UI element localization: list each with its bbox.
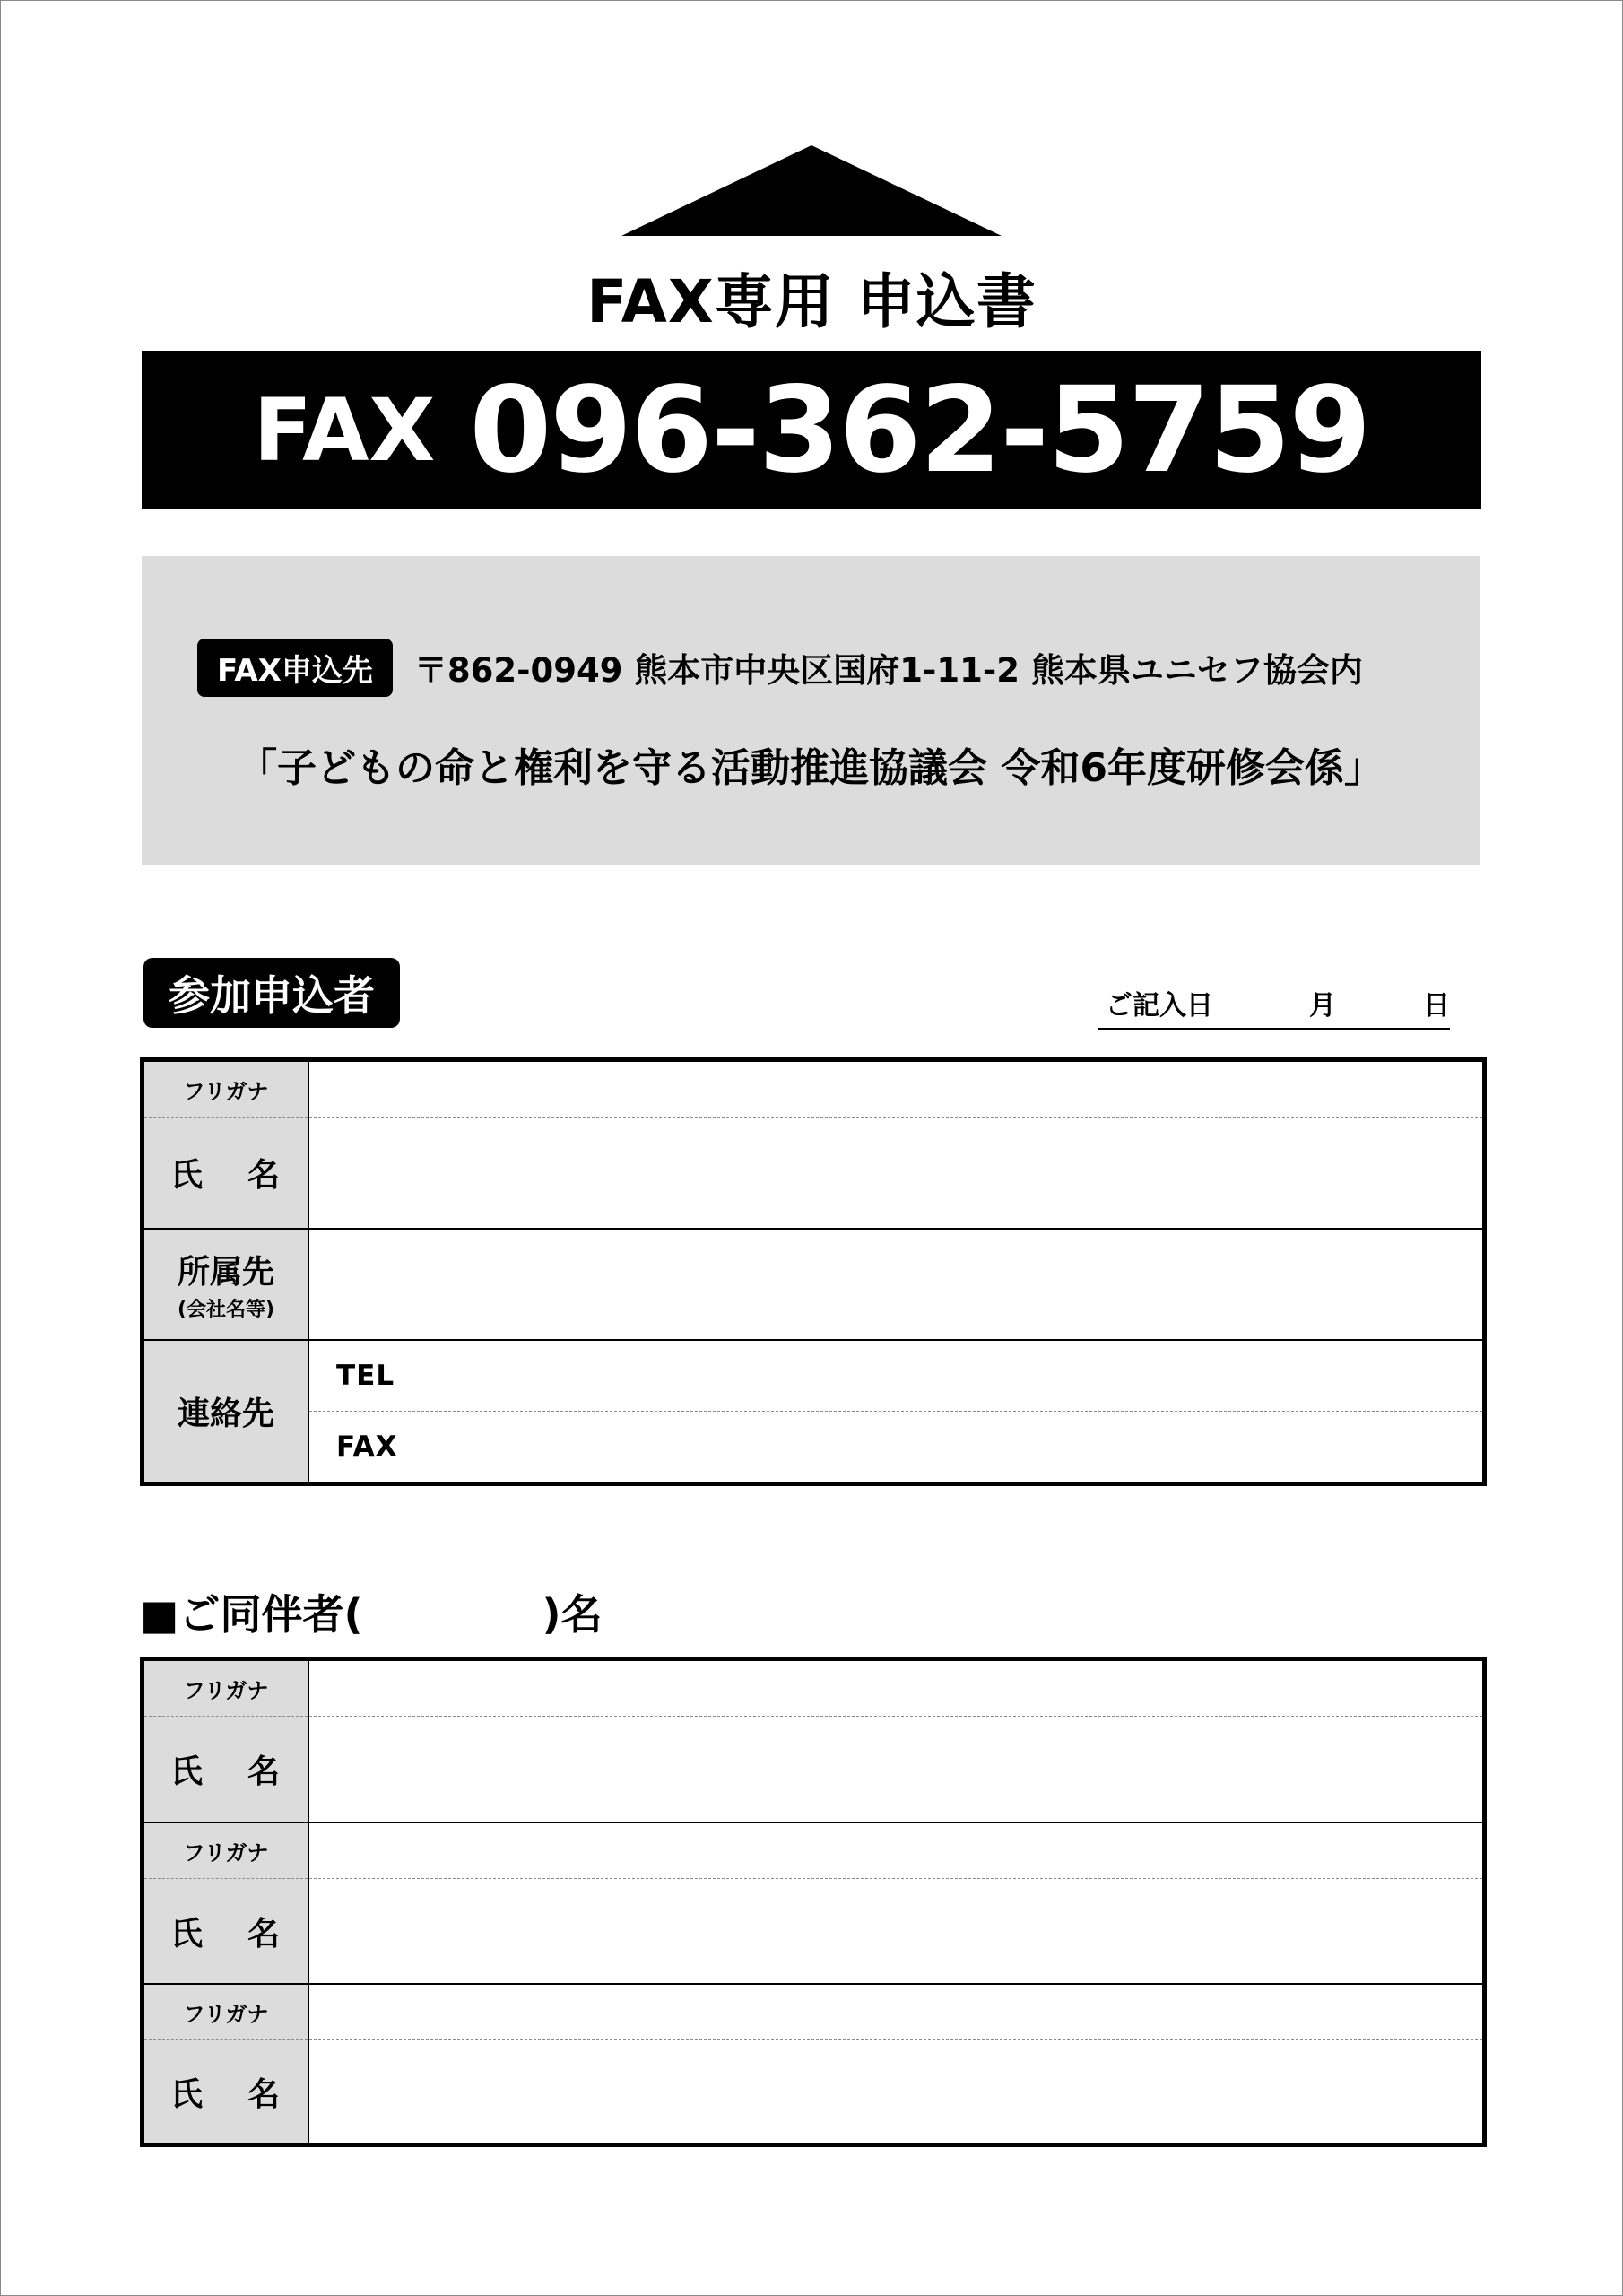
applicant-section-badge: 参加申込者 xyxy=(143,958,400,1028)
companion-kana-label: フリガナ xyxy=(143,1984,309,2040)
destination-address: 〒862-0949 熊本市中央区国府1-11-2 熊本県ユニセフ協会内 xyxy=(413,651,1363,690)
fax-destination-badge: FAX申込先 xyxy=(197,639,393,697)
name-label-1: 氏 xyxy=(169,1157,204,1194)
destination-info-box xyxy=(142,556,1480,865)
companion-table xyxy=(140,1657,1487,2147)
applicant-affiliation-label xyxy=(143,1229,309,1340)
applicant-contact-label xyxy=(143,1340,309,1484)
companion-name-row xyxy=(143,2040,1485,2145)
companion-name-row xyxy=(143,1879,1485,1985)
name-label-2: 名 xyxy=(247,2075,282,2113)
applicant-contact-tel-row xyxy=(143,1340,1485,1412)
applicant-affiliation-field[interactable] xyxy=(308,1229,1485,1340)
companion-kana-label: フリガナ xyxy=(143,1659,309,1717)
name-label-2: 名 xyxy=(247,1915,282,1952)
companion-name-label xyxy=(143,1717,309,1823)
applicant-affiliation-row xyxy=(143,1229,1485,1340)
companion-name-field[interactable] xyxy=(308,1879,1485,1985)
applicant-fax-field[interactable] xyxy=(308,1412,1485,1484)
companion-name-label xyxy=(143,1879,309,1985)
applicant-kana-field[interactable] xyxy=(308,1060,1485,1118)
fax-banner-number: 096-362-5759 xyxy=(469,361,1370,500)
entry-date-label: ご記入日 xyxy=(1106,990,1213,1022)
companion-heading-prefix: ■ご同伴者( xyxy=(140,1590,363,1639)
name-label-1: 氏 xyxy=(169,1915,204,1952)
companion-name-field[interactable] xyxy=(308,1717,1485,1823)
companion-heading xyxy=(140,1582,603,1641)
entry-date-day: 日 xyxy=(1423,990,1450,1022)
entry-date-month: 月 xyxy=(1309,990,1336,1022)
companion-heading-suffix: )名 xyxy=(542,1590,603,1639)
companion-name-label xyxy=(143,2040,309,2145)
fax-label: FAX xyxy=(336,1431,398,1463)
applicant-name-row xyxy=(143,1118,1485,1230)
contact-label: 連絡先 xyxy=(177,1396,274,1432)
companion-name-row xyxy=(143,1717,1485,1823)
destination-address-line xyxy=(197,639,1363,695)
companion-name-field[interactable] xyxy=(308,2040,1485,2145)
affiliation-label: 所属先 xyxy=(177,1254,274,1291)
applicant-name-field[interactable] xyxy=(308,1118,1485,1230)
name-label-1: 氏 xyxy=(169,2075,204,2113)
applicant-tel-field[interactable] xyxy=(308,1340,1485,1412)
applicant-name-label xyxy=(143,1118,309,1230)
name-label-2: 名 xyxy=(247,1157,282,1194)
companion-kana-field[interactable] xyxy=(308,1984,1485,2040)
companion-kana-row xyxy=(143,1984,1485,2040)
name-label-1: 氏 xyxy=(169,1753,204,1790)
applicant-kana-label: フリガナ xyxy=(143,1060,309,1118)
name-label-2: 名 xyxy=(247,1753,282,1790)
fax-banner-label: FAX xyxy=(253,379,436,481)
destination-recipient: 「子どもの命と権利を守る活動推進協議会 令和6年度研修会係」 xyxy=(238,745,1384,791)
companion-kana-field[interactable] xyxy=(308,1822,1485,1879)
triangle-mark xyxy=(621,145,1002,236)
applicant-contact-fax-row xyxy=(143,1412,1485,1484)
applicant-table xyxy=(140,1057,1487,1486)
page-title: FAX専用 申込書 xyxy=(586,267,1037,336)
companion-kana-row xyxy=(143,1659,1485,1717)
entry-date-line[interactable] xyxy=(1098,978,1450,1030)
companion-kana-field[interactable] xyxy=(308,1659,1485,1717)
companion-kana-label: フリガナ xyxy=(143,1822,309,1879)
applicant-kana-row xyxy=(143,1060,1485,1118)
tel-label: TEL xyxy=(336,1360,395,1392)
affiliation-sublabel: (会社名等) xyxy=(177,1299,275,1321)
fax-number-banner xyxy=(142,351,1481,509)
companion-kana-row xyxy=(143,1822,1485,1879)
